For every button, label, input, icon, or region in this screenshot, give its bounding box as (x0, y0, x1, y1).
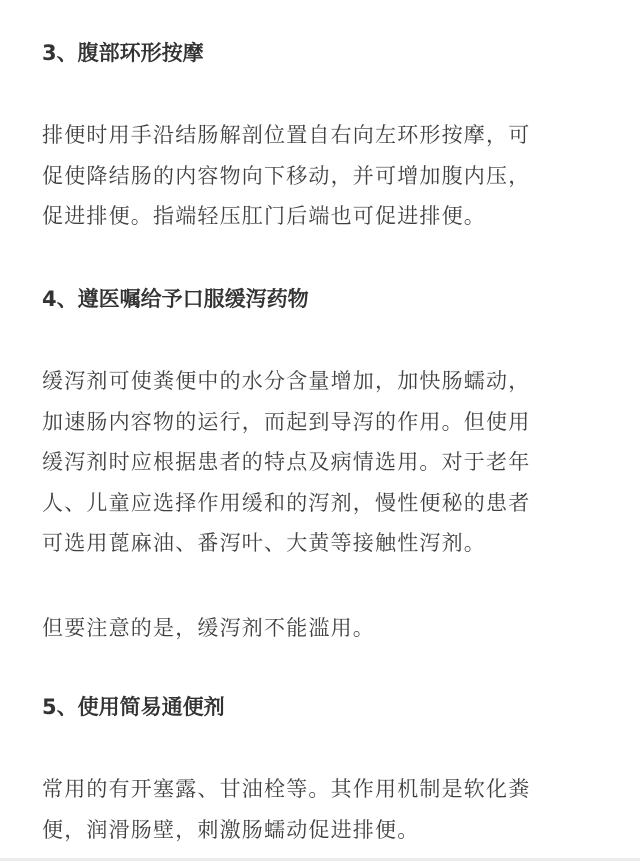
section-heading-4: 4、遵医嘱给予口服缓泻药物 (42, 287, 309, 311)
section-4-paragraph-2 (42, 608, 602, 649)
section-4-paragraph-1 (42, 361, 602, 564)
section-5-paragraph (42, 769, 602, 850)
text-line: 人、儿童应选择作用缓和的泻剂，慢性便秘的患者 (42, 490, 531, 515)
section-heading-5: 5、使用简易通便剂 (42, 695, 225, 719)
text-line: 可选用蓖麻油、番泻叶、大黄等接触性泻剂。 (42, 531, 486, 555)
text-line: 缓泻剂可使粪便中的水分含量增加，加快肠蠕动， (42, 369, 531, 393)
text-line: 便，润滑肠壁，刺激肠蠕动促进排便。 (42, 817, 420, 842)
text-line: 促进排便。指端轻压肛门后端也可促进排便。 (42, 204, 486, 228)
text-line: 缓泻剂时应根据患者的特点及病情选用。对于老年 (42, 450, 531, 474)
text-line: 加速肠内容物的运行，而起到导泻的作用。但使用 (42, 409, 531, 434)
text-line: 排便时用手沿结肠解剖位置自右向左环形按摩，可 (42, 123, 531, 147)
section-3-paragraph (42, 115, 602, 237)
text-line: 促使降结肠的内容物向下移动，并可增加腹内压， (42, 163, 531, 188)
text-line: 但要注意的是，缓泻剂不能滥用。 (42, 616, 375, 640)
section-heading-3: 3、腹部环形按摩 (42, 41, 204, 65)
text-line: 常用的有开塞露、甘油栓等。其作用机制是软化粪 (42, 777, 531, 801)
